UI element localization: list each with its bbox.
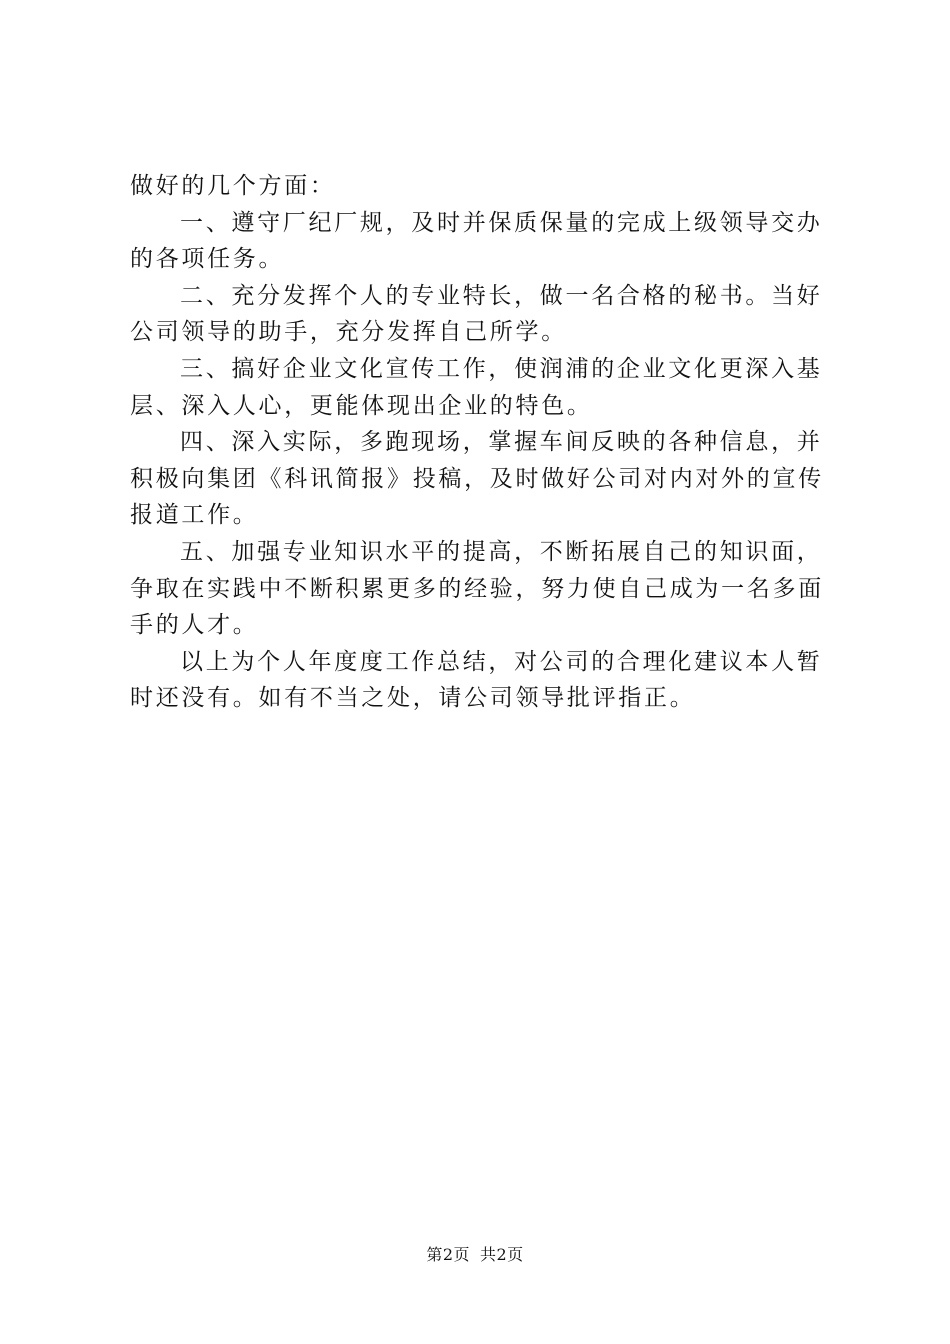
body-line: 三、搞好企业文化宣传工作，使润浦的企业文化更深入基 xyxy=(180,355,823,382)
body-line: 公司领导的助手，充分发挥自己所学。 xyxy=(130,319,567,346)
body-line: 五、加强专业知识水平的提高，不断拓展自己的知识面， xyxy=(180,538,823,565)
page-footer xyxy=(0,1243,950,1267)
body-line: 积极向集团《科讯简报》投稿，及时做好公司对内对外的宣传 xyxy=(130,465,824,492)
body-line: 时还没有。如有不当之处，请公司领导批评指正。 xyxy=(130,685,696,712)
body-line: 做好的几个方面： xyxy=(130,173,336,199)
body-line: 的各项任务。 xyxy=(130,246,285,273)
body-line: 层、深入人心，更能体现出企业的特色。 xyxy=(130,392,593,419)
body-line: 二、充分发挥个人的专业特长，做一名合格的秘书。当好 xyxy=(180,282,823,309)
body-line: 以上为个人年度度工作总结，对公司的合理化建议本人暂 xyxy=(180,648,823,675)
page-total: 共2页 xyxy=(480,1245,524,1264)
body-line: 四、深入实际，多跑现场，掌握车间反映的各种信息，并 xyxy=(180,429,823,456)
page-number: 第2页 xyxy=(426,1245,470,1264)
body-line: 手的人才。 xyxy=(130,612,259,639)
document-body xyxy=(130,168,830,717)
body-line: 报道工作。 xyxy=(130,502,259,529)
body-line: 一、遵守厂纪厂规，及时并保质保量的完成上级领导交办 xyxy=(180,209,823,236)
body-line: 争取在实践中不断积累更多的经验，努力使自己成为一名多面 xyxy=(130,575,824,602)
